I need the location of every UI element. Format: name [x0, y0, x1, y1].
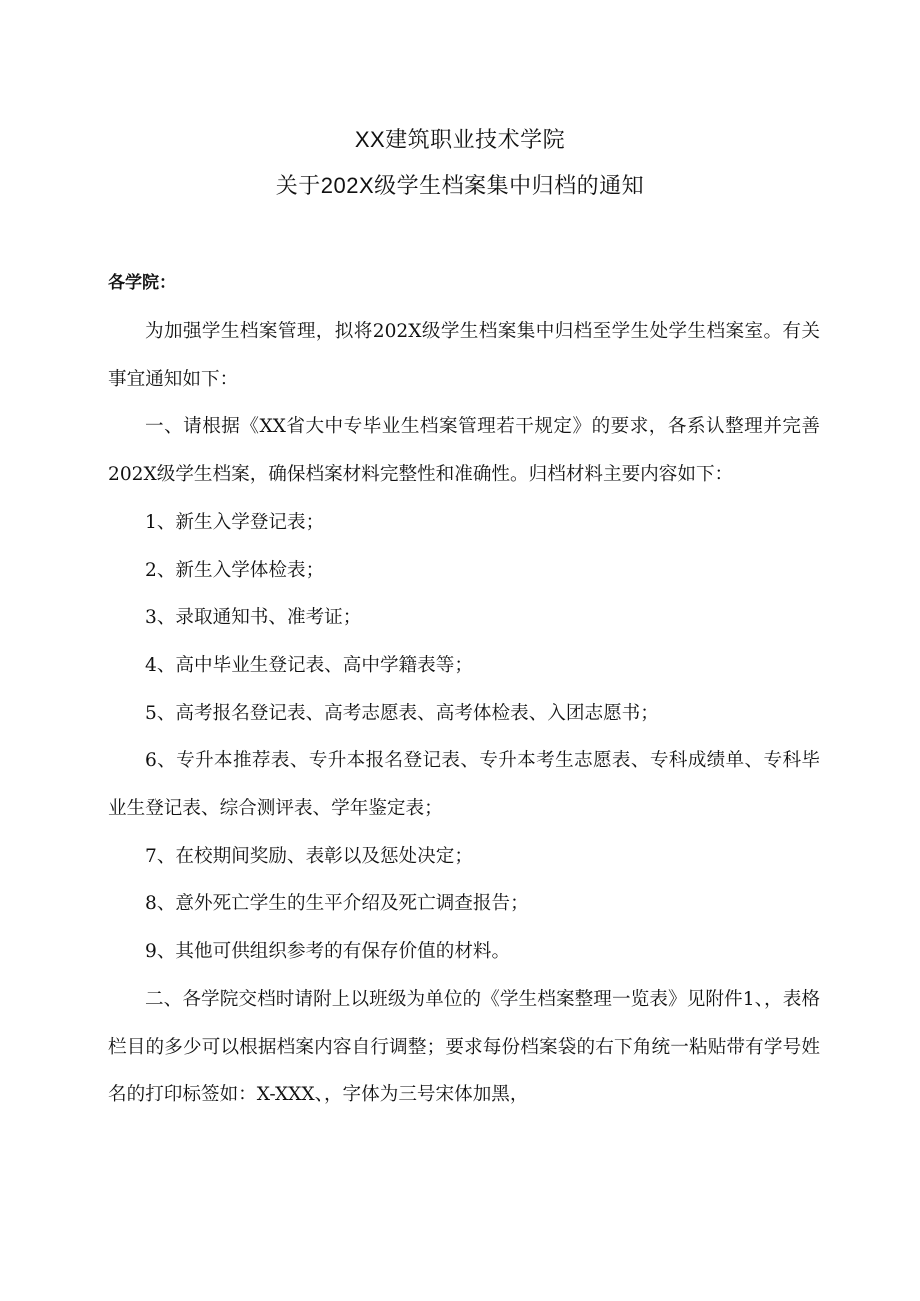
document-title-school: XX建筑职业技术学院 — [354, 127, 566, 152]
salutation: 各学院： — [108, 273, 176, 293]
paragraph-intro: 为加强学生档案管理，拟将202X级学生档案集中归档至学生处学生档案室。有关事宜通知如下： — [108, 321, 820, 390]
list-item: 2、新生入学体检表； — [145, 559, 325, 581]
list-item: 3、录取通知书、准考证； — [145, 607, 362, 629]
list-item: 7、在校期间奖励、表彰以及惩处决定； — [145, 845, 473, 867]
paragraph-section-2: 二、各学院交档时请附上以班级为单位的《学生档案整理一览表》见附件1、，表格栏目的多少可以根据档案内容自行调整；要求每份档案袋的右下角统一粘贴带有学号姓名的打印标签如：X-XXX、，字体为三号宋体加黑， — [108, 988, 820, 1106]
paragraph-section-1: 一、请根据《XX省大中专毕业生档案管理若干规定》的要求，各系认整理并完善202X级学生档案，确保档案材料完整性和准确性。归档材料主要内容如下： — [108, 416, 820, 486]
document-title-notice: 关于202X级学生档案集中归档的通知 — [275, 173, 645, 198]
list-item: 9、其他可供组织参考的有保存价值的材料。 — [145, 941, 511, 963]
list-item: 4、高中毕业生登记表、高中学籍表等； — [145, 654, 473, 676]
list-item: 8、意外死亡学生的生平介绍及死亡调查报告； — [145, 893, 529, 915]
list-item: 5、高考报名登记表、高考志愿表、高考体检表、入团志愿书； — [145, 702, 659, 724]
document-body — [108, 308, 820, 1119]
list-item: 1、新生入学登记表； — [145, 511, 325, 533]
list-item: 6、专升本推荐表、专升本报名登记表、专升本考生志愿表、专科成绩单、专科毕业生登记表、综合测评表、学年鉴定表； — [108, 750, 820, 820]
